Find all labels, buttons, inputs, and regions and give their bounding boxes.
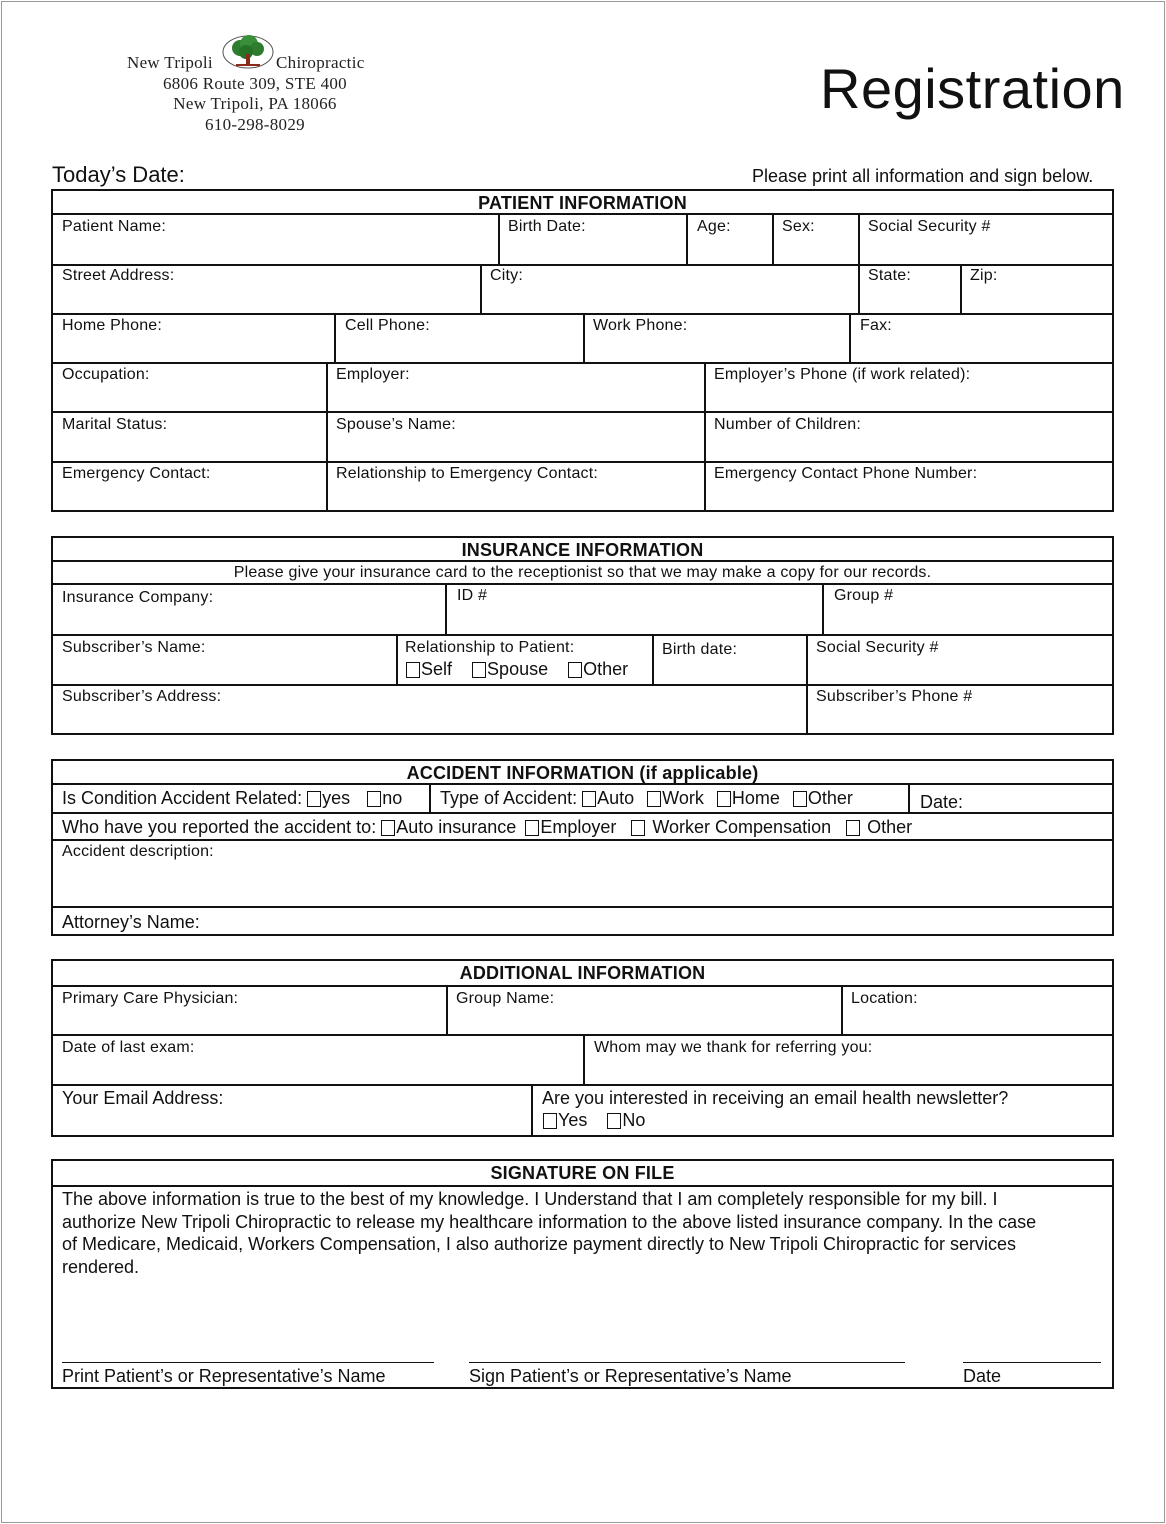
auto-checkbox[interactable] [582, 791, 596, 807]
other-reported-checkbox[interactable] [846, 820, 860, 836]
occupation-field[interactable]: Occupation: [62, 366, 150, 383]
email-address-field[interactable]: Your Email Address: [62, 1088, 224, 1108]
section-title: SIGNATURE ON FILE [490, 1163, 675, 1183]
accident-related-row [62, 788, 402, 809]
statement-line-1: The above information is true to the best of my knowledge. I Understand that I am completely responsible for my bill. I [62, 1189, 998, 1209]
worker-compensation-checkbox[interactable] [631, 820, 645, 836]
accident-description-field[interactable]: Accident description: [62, 843, 214, 860]
subscriber-phone-field[interactable]: Subscriber’s Phone # [816, 688, 973, 705]
reported-to-label: Who have you reported the accident to: [62, 817, 377, 837]
section-title: PATIENT INFORMATION [478, 193, 687, 213]
newsletter-no-checkbox[interactable] [607, 1113, 621, 1129]
group-number-field[interactable]: Group # [834, 587, 894, 604]
sign-name-label: Sign Patient’s or Representative’s Name [469, 1366, 792, 1386]
reported-to-row [62, 817, 912, 838]
auto-insurance-checkbox[interactable] [381, 820, 395, 836]
insurance-id-field[interactable]: ID # [457, 587, 488, 604]
instructions-text: Please print all information and sign below. [752, 166, 1094, 186]
spouse-checkbox[interactable] [472, 662, 486, 678]
clinic-phone: 610-298-8029 [205, 114, 305, 134]
employer-field[interactable]: Employer: [336, 366, 410, 383]
fax-field[interactable]: Fax: [860, 317, 892, 334]
patient-name-field[interactable]: Patient Name: [62, 218, 166, 235]
subscriber-birth-date-field[interactable]: Birth date: [662, 641, 738, 658]
date-line[interactable] [963, 1362, 1101, 1363]
marital-status-field[interactable]: Marital Status: [62, 416, 168, 433]
print-name-label: Print Patient’s or Representative’s Name [62, 1366, 386, 1386]
referral-field[interactable]: Whom may we thank for referring you: [594, 1039, 873, 1056]
insurance-company-field[interactable]: Insurance Company: [62, 589, 214, 606]
clinic-address-line1: 6806 Route 309, STE 400 [163, 73, 347, 93]
group-name-field[interactable]: Group Name: [456, 990, 555, 1007]
auto-insurance-label: Auto insurance [396, 817, 517, 837]
section-title: ACCIDENT INFORMATION (if applicable) [406, 763, 759, 783]
spouse-name-field[interactable]: Spouse’s Name: [336, 416, 456, 433]
sex-field[interactable]: Sex: [782, 218, 815, 235]
subscriber-address-field[interactable]: Subscriber’s Address: [62, 688, 222, 705]
cell-phone-field[interactable]: Cell Phone: [345, 317, 430, 334]
print-name-line[interactable] [62, 1362, 434, 1363]
last-exam-date-field[interactable]: Date of last exam: [62, 1039, 195, 1056]
section-title: INSURANCE INFORMATION [461, 540, 704, 560]
other-label: Other [583, 659, 629, 679]
home-checkbox[interactable] [717, 791, 731, 807]
state-field[interactable]: State: [868, 267, 912, 284]
work-phone-field[interactable]: Work Phone: [593, 317, 688, 334]
other-reported-label: Other [867, 817, 913, 837]
location-field[interactable]: Location: [851, 990, 918, 1007]
statement-line-4: rendered. [62, 1256, 140, 1277]
signature-date-label: Date [963, 1366, 1002, 1386]
spouse-label: Spouse [487, 659, 549, 679]
worker-compensation-label: Worker Compensation [652, 817, 832, 837]
employer-label: Employer [540, 817, 617, 837]
newsletter-question: Are you interested in receiving an email health newsletter? [542, 1088, 1009, 1108]
sign-name-line[interactable] [469, 1362, 905, 1363]
attorney-name-field[interactable]: Attorney’s Name: [62, 912, 200, 932]
emergency-contact-field[interactable]: Emergency Contact: [62, 465, 211, 482]
self-checkbox[interactable] [406, 662, 420, 678]
accident-type-label: Type of Accident: [440, 788, 578, 808]
todays-date-label: Today’s Date: [52, 162, 185, 187]
insurance-note: Please give your insurance card to the receptionist so that we may make a copy for our records. [233, 564, 932, 581]
employer-phone-field[interactable]: Employer’s Phone (if work related): [714, 366, 971, 383]
newsletter-options [543, 1110, 645, 1131]
accident-information-section [51, 759, 1114, 936]
statement-line-3: of Medicare, Medicaid, Workers Compensation, I also authorize payment directly to New Tripoli Chiropractic for services [62, 1234, 1017, 1254]
accident-type-row [440, 788, 853, 809]
subscriber-ssn-field[interactable]: Social Security # [816, 639, 939, 656]
other-type-label: Other [807, 788, 853, 808]
no-checkbox[interactable] [367, 791, 381, 807]
ssn-field[interactable]: Social Security # [868, 218, 991, 235]
accident-related-label: Is Condition Accident Related: [62, 788, 303, 808]
page-title: Registration [820, 57, 1125, 120]
signature-section [51, 1159, 1114, 1389]
insurance-information-section [51, 536, 1114, 735]
city-field[interactable]: City: [490, 267, 523, 284]
subscriber-name-field[interactable]: Subscriber’s Name: [62, 639, 206, 656]
clinic-name-left: New Tripoli [127, 53, 213, 72]
age-field[interactable]: Age: [697, 218, 731, 235]
relationship-label: Relationship to Patient: [405, 639, 575, 656]
work-checkbox[interactable] [647, 791, 661, 807]
patient-information-section [51, 189, 1114, 512]
yes-checkbox[interactable] [307, 791, 321, 807]
home-phone-field[interactable]: Home Phone: [62, 317, 163, 334]
emergency-phone-field[interactable]: Emergency Contact Phone Number: [714, 465, 978, 482]
work-label: Work [662, 788, 704, 808]
newsletter-yes-label: Yes [558, 1110, 588, 1130]
self-label: Self [421, 659, 453, 679]
home-label: Home [731, 788, 780, 808]
emergency-relationship-field[interactable]: Relationship to Emergency Contact: [336, 465, 599, 482]
employer-checkbox[interactable] [525, 820, 539, 836]
newsletter-yes-checkbox[interactable] [543, 1113, 557, 1129]
clinic-name-right: Chiropractic [276, 53, 365, 72]
number-of-children-field[interactable]: Number of Children: [714, 416, 861, 433]
statement-line-2: authorize New Tripoli Chiropractic to release my healthcare information to the above listed insurance company. In the case [62, 1211, 1037, 1232]
zip-field[interactable]: Zip: [970, 267, 998, 284]
auto-label: Auto [597, 788, 635, 808]
street-address-field[interactable]: Street Address: [62, 267, 175, 284]
clinic-address-line2: New Tripoli, PA 18066 [173, 94, 337, 113]
other-type-checkbox[interactable] [793, 791, 807, 807]
additional-information-section [51, 959, 1114, 1137]
signature-statement [62, 1188, 1112, 1278]
newsletter-no-label: No [622, 1110, 646, 1130]
accident-date-field[interactable]: Date: [920, 792, 964, 812]
other-checkbox[interactable] [568, 662, 582, 678]
primary-care-physician-field[interactable]: Primary Care Physician: [62, 990, 239, 1007]
yes-label: yes [322, 788, 351, 808]
birth-date-field[interactable]: Birth Date: [508, 218, 586, 235]
no-label: no [382, 788, 403, 808]
section-title: ADDITIONAL INFORMATION [459, 963, 706, 983]
tree-logo-icon [222, 34, 274, 70]
